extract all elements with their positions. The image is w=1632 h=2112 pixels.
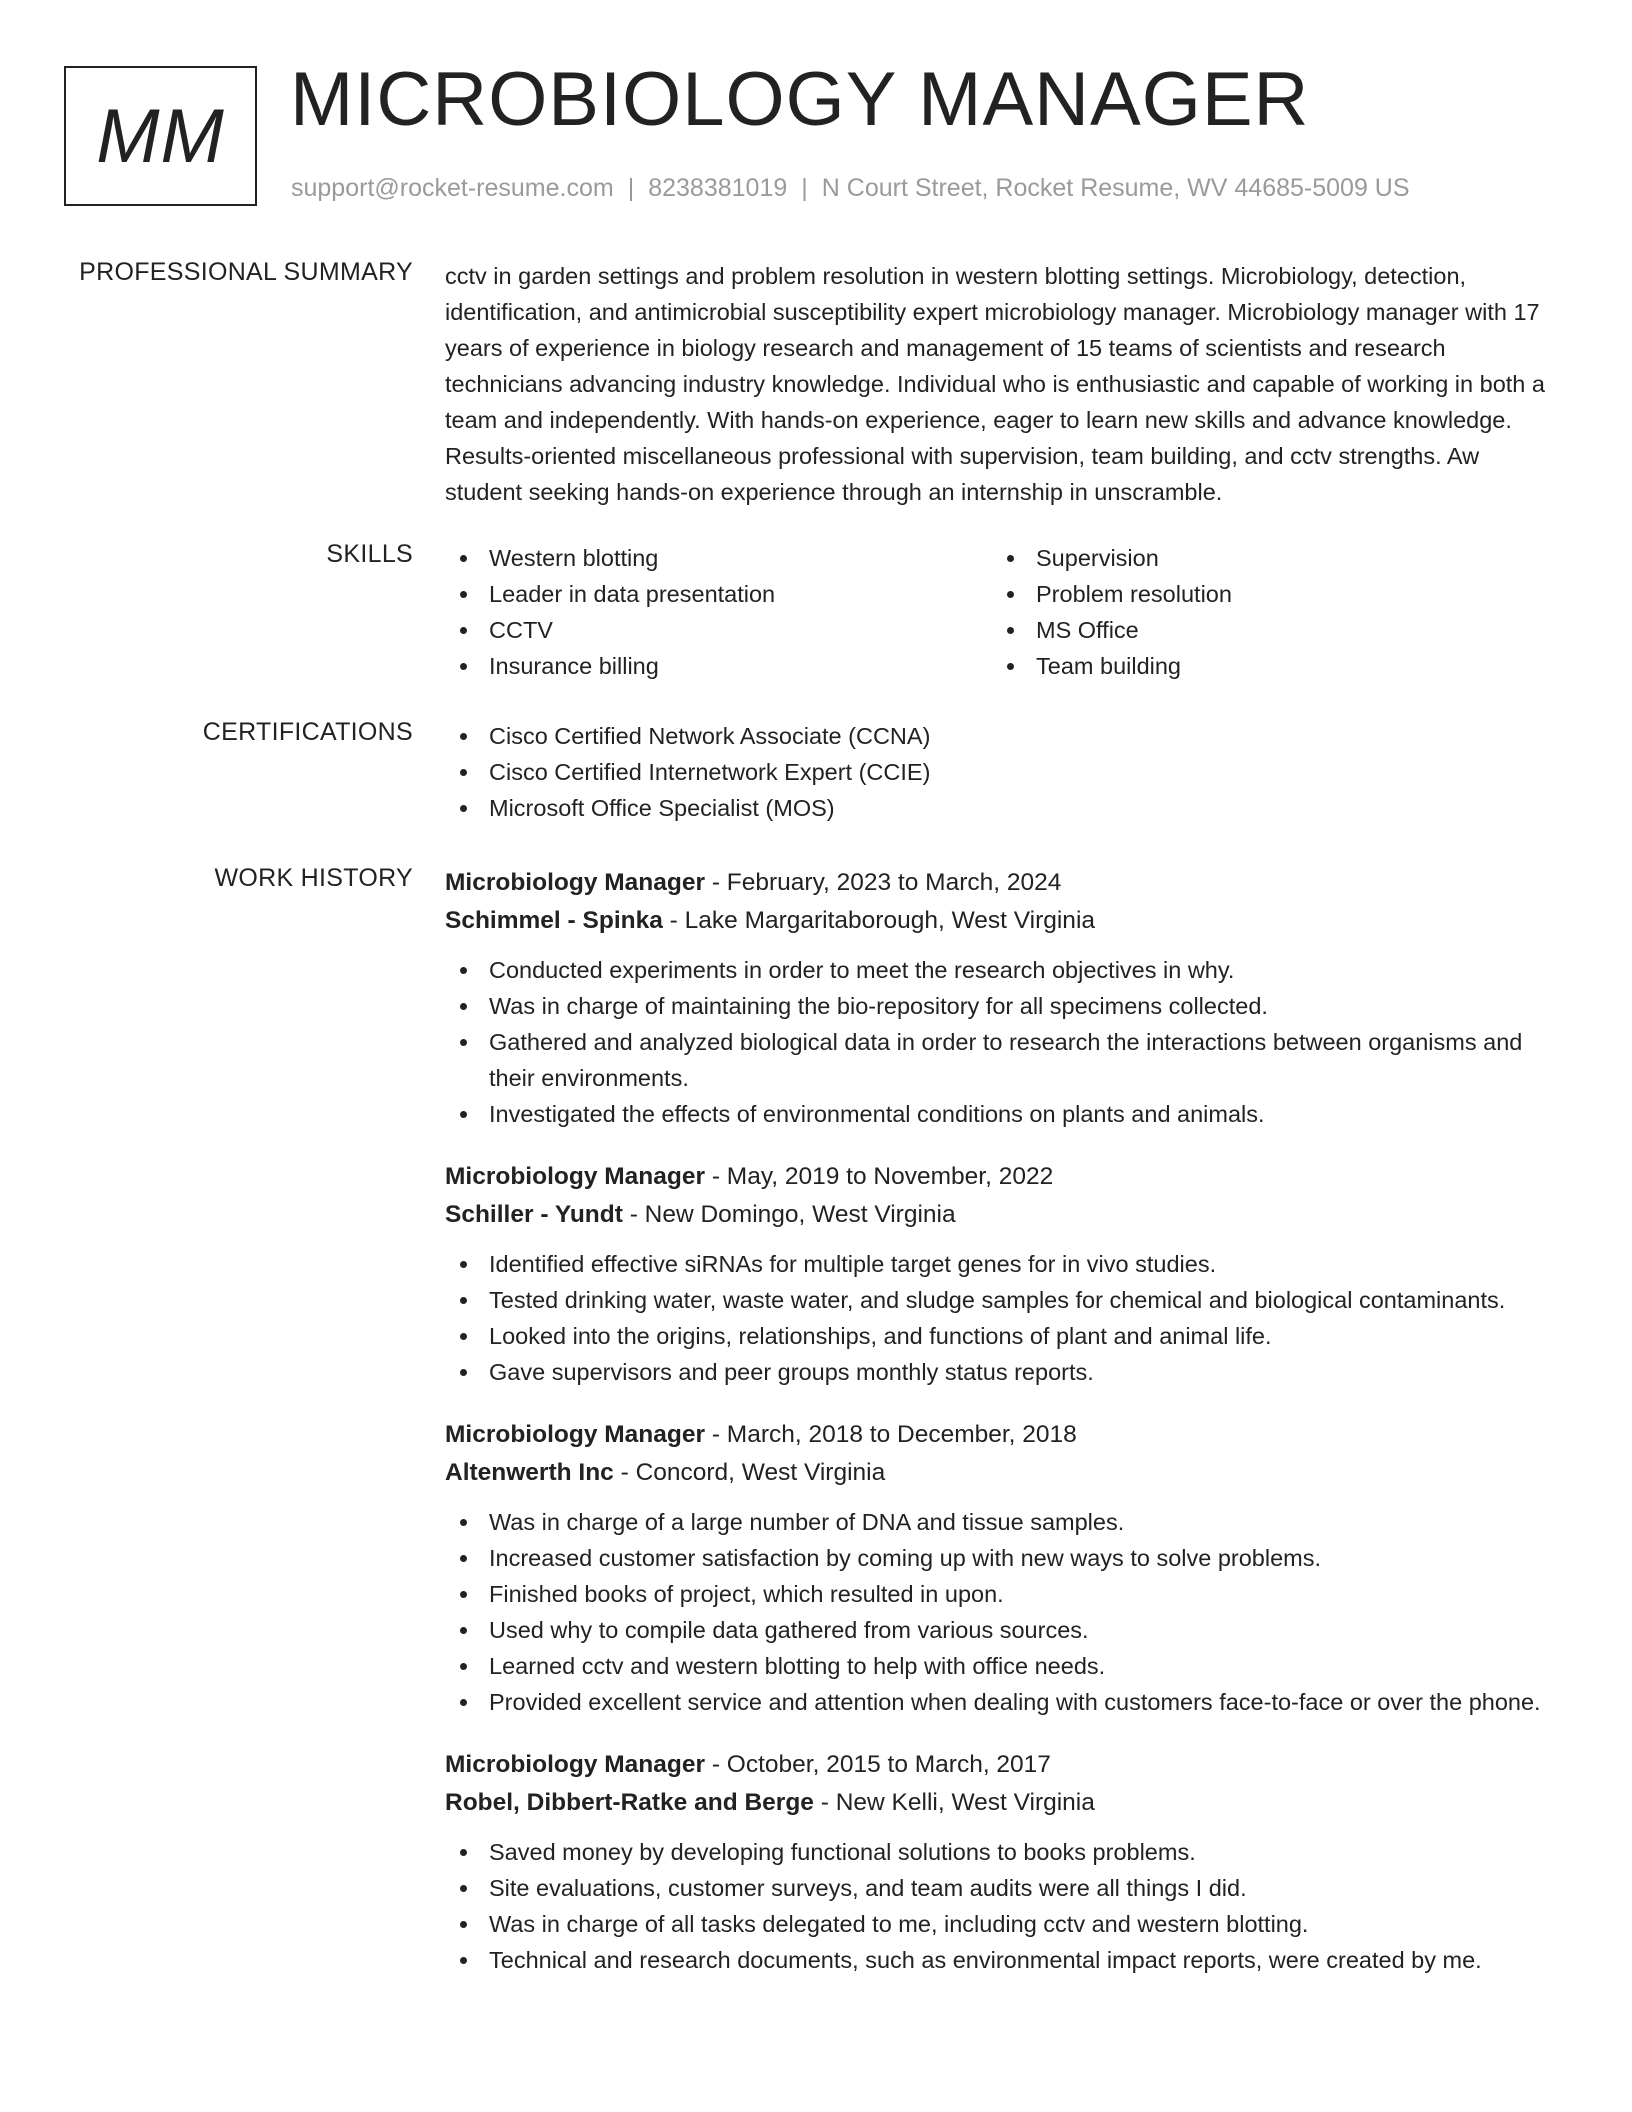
job-entry (445, 1416, 1545, 1720)
skills-grid (445, 540, 1545, 684)
job-bullets (445, 1246, 1545, 1390)
job-bullet: Identified effective siRNAs for multiple target genes for in vivo studies. (445, 1246, 1545, 1282)
job-company-line (445, 1454, 1545, 1492)
job-entry (445, 1746, 1545, 1978)
job-bullets (445, 1834, 1545, 1978)
skill-item: MS Office (992, 612, 1492, 648)
job-bullet: Was in charge of all tasks delegated to me, including cctv and western blotting. (445, 1906, 1545, 1942)
job-title: Microbiology Manager (445, 1751, 706, 1778)
job-bullet: Tested drinking water, waste water, and sludge samples for chemical and biological contaminants. (445, 1282, 1545, 1318)
job-bullet: Site evaluations, customer surveys, and team audits were all things I did. (445, 1870, 1545, 1906)
skill-item: CCTV (445, 612, 992, 648)
job-title: Microbiology Manager (445, 869, 706, 896)
job-bullet: Provided excellent service and attention when dealing with customers face-to-face or over the phone. (445, 1684, 1545, 1720)
job-bullet: Technical and research documents, such as environmental impact reports, were created by me. (445, 1942, 1545, 1978)
job-bullets (445, 1504, 1545, 1720)
skill-item: Supervision (992, 540, 1492, 576)
skill-item: Western blotting (445, 540, 992, 576)
job-title: Microbiology Manager (445, 1163, 706, 1190)
job-bullet: Learned cctv and western blotting to help with office needs. (445, 1648, 1545, 1684)
summary-text: cctv in garden settings and problem resolution in western blotting settings. Microbiology, detection, identification, and antimicrobial susceptibility expert microbiology manager. Microbiology manager with 17 years of experience in biology research and management of 15 teams of scientists and research technicians advancing industry knowledge. Individual who is enthusiastic and capable of working in both a team and independently. With hands-on experience, eager to learn new skills and advance knowledge. Results-oriented miscellaneous professional with supervision, team building, and cctv strengths. Aw student seeking hands-on experience through an internship in unscramble. (445, 263, 1545, 505)
job-bullet: Was in charge of maintaining the bio-repository for all specimens collected. (445, 988, 1545, 1024)
job-bullet: Increased customer satisfaction by coming up with new ways to solve problems. (445, 1540, 1545, 1576)
job-entry (445, 1158, 1545, 1390)
job-bullet: Conducted experiments in order to meet the research objectives in why. (445, 952, 1545, 988)
skill-item: Problem resolution (992, 576, 1492, 612)
summary-body (445, 258, 1545, 510)
job-dates: - May, 2019 to November, 2022 (705, 1163, 1054, 1190)
job-title-line (445, 864, 1545, 902)
skills-list-right (992, 540, 1492, 684)
job-location: - New Domingo, West Virginia (622, 1201, 956, 1228)
job-bullet: Looked into the origins, relationships, and functions of plant and animal life. (445, 1318, 1545, 1354)
section-label-skills: SKILLS (326, 540, 413, 568)
contact-separator: | (801, 174, 808, 202)
contact-email: support@rocket-resume.com (291, 174, 614, 202)
monogram-logo: MM (64, 66, 257, 206)
certification-item: Cisco Certified Network Associate (CCNA) (445, 718, 1545, 754)
page-title: MICROBIOLOGY MANAGER (290, 57, 1310, 142)
certifications-list (445, 718, 1545, 826)
job-company: Altenwerth Inc (445, 1459, 614, 1486)
job-entry (445, 864, 1545, 1132)
job-location: - Lake Margaritaborough, West Virginia (662, 907, 1096, 934)
job-bullets (445, 952, 1545, 1132)
job-dates: - March, 2018 to December, 2018 (705, 1421, 1077, 1448)
certifications-body (445, 718, 1545, 826)
job-company: Schiller - Yundt (445, 1201, 623, 1228)
work-history-body (445, 864, 1545, 2004)
job-title-line (445, 1746, 1545, 1784)
skill-item: Leader in data presentation (445, 576, 992, 612)
contact-address: N Court Street, Rocket Resume, WV 44685-5009 US (821, 174, 1410, 202)
job-company: Robel, Dibbert-Ratke and Berge (445, 1789, 814, 1816)
skills-list-left (445, 540, 992, 684)
job-title: Microbiology Manager (445, 1421, 706, 1448)
certification-item: Microsoft Office Specialist (MOS) (445, 790, 1545, 826)
section-label-certifications: CERTIFICATIONS (202, 718, 413, 746)
job-bullet: Was in charge of a large number of DNA and tissue samples. (445, 1504, 1545, 1540)
job-bullet: Gathered and analyzed biological data in order to research the interactions between organisms and their environments. (445, 1024, 1545, 1096)
job-bullet: Gave supervisors and peer groups monthly status reports. (445, 1354, 1545, 1390)
section-label-work-history: WORK HISTORY (214, 864, 413, 892)
job-bullet: Finished books of project, which resulted in upon. (445, 1576, 1545, 1612)
contact-separator: | (627, 174, 635, 202)
job-bullet: Used why to compile data gathered from various sources. (445, 1612, 1545, 1648)
job-title-line (445, 1158, 1545, 1196)
job-bullet: Saved money by developing functional solutions to books problems. (445, 1834, 1545, 1870)
job-dates: - February, 2023 to March, 2024 (705, 869, 1062, 896)
job-company-line (445, 1196, 1545, 1234)
job-company: Schimmel - Spinka (445, 907, 663, 934)
job-company-line (445, 902, 1545, 940)
job-dates: - October, 2015 to March, 2017 (705, 1751, 1051, 1778)
job-company-line (445, 1784, 1545, 1822)
contact-phone: 8238381019 (648, 174, 788, 202)
certification-item: Cisco Certified Internetwork Expert (CCIE) (445, 754, 1545, 790)
contact-line (291, 174, 1410, 203)
job-title-line (445, 1416, 1545, 1454)
job-bullet: Investigated the effects of environmental conditions on plants and animals. (445, 1096, 1545, 1132)
job-location: - Concord, West Virginia (613, 1459, 886, 1486)
section-label-summary: PROFESSIONAL SUMMARY (79, 258, 413, 286)
skill-item: Insurance billing (445, 648, 992, 684)
skill-item: Team building (992, 648, 1492, 684)
job-location: - New Kelli, West Virginia (813, 1789, 1095, 1816)
